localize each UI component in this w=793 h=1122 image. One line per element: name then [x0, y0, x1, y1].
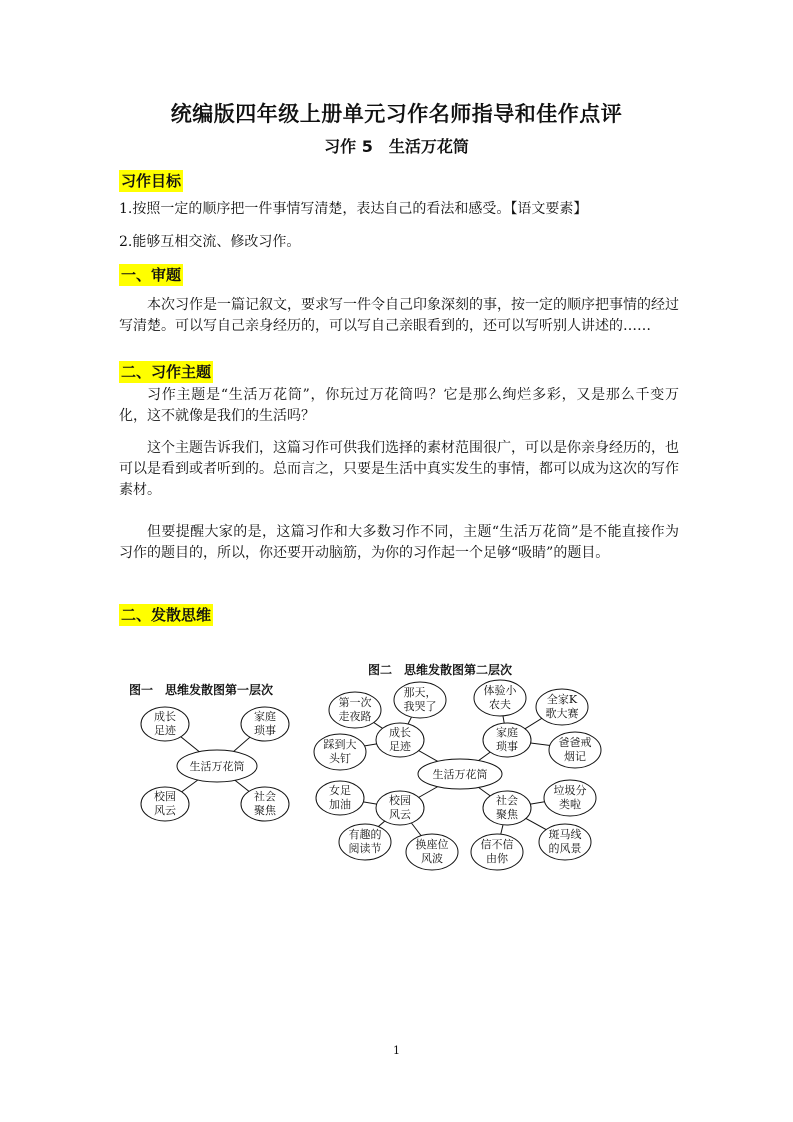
heading-review: 一、审题 [121, 266, 182, 284]
figure2-mid-node-family [483, 723, 531, 757]
figure2-mid-node-campus [376, 791, 424, 825]
node-label-text: 足迹 [389, 740, 411, 753]
figure1-center-node [177, 750, 257, 782]
figure1-node-society [241, 787, 289, 821]
figure2-outer-node [544, 780, 596, 816]
node-label-text: 烟记 [564, 750, 586, 763]
node-label-text: 的风景 [548, 842, 582, 855]
node-label-text: 头钉 [329, 752, 351, 765]
figure2-outer-node [539, 824, 591, 860]
figure2-outer-node [406, 834, 458, 870]
figure2-outer-node [314, 734, 366, 770]
node-label-text: 风云 [154, 804, 176, 817]
theme-paragraph-1: 习作主题是“生活万花筒”，你玩过万花筒吗？它是那么绚烂多彩，又是那么千变万化，这不就像是我们的生活吗？ [119, 387, 679, 424]
review-paragraph: 本次习作是一篇记叙文，要求写一件令自己印象深刻的事，按一定的顺序把事情的经过写清楚。可以写自己亲身经历的，可以写自己亲眼看到的，还可以写听别人讲述的…… [119, 297, 679, 334]
node-label-text: 社会 [496, 794, 518, 807]
figure2-mid-node-growth [376, 723, 424, 757]
goal-item-2: 2.能够互相交流、修改习作。 [119, 234, 301, 250]
mind-map-figure-2 [314, 662, 601, 870]
node-label-text: 琐事 [496, 740, 518, 753]
node-label-text: 那天， [403, 686, 437, 699]
node-label-text: 家庭 [254, 710, 276, 723]
node-label-text: 换座位 [415, 838, 449, 851]
node-label-text: 踩到大 [323, 738, 357, 751]
figure2-outer-node [316, 781, 364, 815]
node-label-text: 琐事 [254, 724, 276, 737]
node-label-text: 由你 [486, 852, 508, 865]
node-label-text: 歌大赛 [545, 707, 579, 720]
figure2-outer-node [474, 680, 526, 716]
node-label-text: 全家K [546, 693, 578, 706]
node-label-text: 校园 [154, 790, 176, 803]
node-label-text: 我哭了 [403, 700, 437, 713]
node-label-text: 有趣的 [348, 828, 382, 841]
figure1-node-campus [141, 787, 189, 821]
heading-thinking: 二、发散思维 [121, 606, 212, 624]
node-label-text: 第一次 [338, 696, 372, 709]
node-label-text: 加油 [329, 798, 351, 811]
figure2-outer-node [394, 682, 446, 718]
node-label-text: 风波 [421, 852, 443, 865]
goal-item-1: 1.按照一定的顺序把一件事情写清楚，表达自己的看法和感受。【语文要素】 [119, 201, 588, 217]
figure1-node-family [241, 707, 289, 741]
theme-paragraph-3: 但要提醒大家的是，这篇习作和大多数习作不同，主题“生活万花筒”是不能直接作为习作的题目的，所以，你还要开动脑筋，为你的习作起一个足够“吸睛”的题目。 [119, 524, 679, 561]
node-label-text: 信不信 [480, 838, 514, 851]
node-label-text: 成长 [154, 710, 176, 723]
figure2-outer-node [329, 692, 381, 728]
document-subtitle: 习作 5 生活万花筒 [324, 137, 469, 156]
heading-goals: 习作目标 [121, 172, 182, 190]
figure2-outer-node [549, 732, 601, 768]
node-label-text: 类啦 [559, 798, 581, 811]
figure2-outer-node [339, 824, 391, 860]
node-label-text: 女足 [329, 784, 351, 797]
figure2-outer-node [471, 834, 523, 870]
figure2-mid-node-society [483, 791, 531, 825]
node-label-text: 体验小 [483, 684, 517, 697]
figure2-outer-node [536, 689, 588, 725]
theme-paragraph-2: 这个主题告诉我们，这篇习作可供我们选择的素材范围很广，可以是你亲身经历的，也可以是看到或者听到的。总而言之，只要是生活中真实发生的事情，都可以成为这次的写作素材。 [119, 440, 679, 498]
figure2-title: 图二 思维发散图第二层次 [368, 663, 513, 677]
node-label-text: 垃圾分 [553, 784, 587, 797]
node-label-text: 阅读节 [348, 842, 382, 855]
node-label-text: 走夜路 [338, 710, 372, 723]
node-label-text: 生活万花筒 [189, 760, 245, 773]
node-label-text: 农夫 [489, 698, 511, 711]
mind-map-figure-1 [129, 682, 289, 821]
node-label-text: 成长 [389, 726, 411, 739]
heading-theme: 二、习作主题 [121, 363, 212, 381]
document-title: 统编版四年级上册单元习作名师指导和佳作点评 [170, 102, 623, 126]
figure1-node-growth [141, 707, 189, 741]
node-label-text: 爸爸戒 [558, 736, 592, 749]
node-label-text: 足迹 [154, 724, 176, 737]
node-label-text: 社会 [254, 790, 276, 803]
node-label-text: 家庭 [496, 726, 518, 739]
node-label-text: 校园 [389, 794, 411, 807]
page-number: 1 [393, 1044, 400, 1057]
node-label-text: 聚焦 [254, 804, 276, 817]
node-label-text: 聚焦 [496, 808, 518, 821]
figure2-center-node [418, 759, 502, 789]
node-label-text: 斑马线 [548, 828, 582, 841]
node-label-text: 生活万花筒 [432, 768, 488, 781]
node-label-text: 风云 [389, 808, 411, 821]
figure1-title: 图一 思维发散图第一层次 [129, 683, 274, 697]
